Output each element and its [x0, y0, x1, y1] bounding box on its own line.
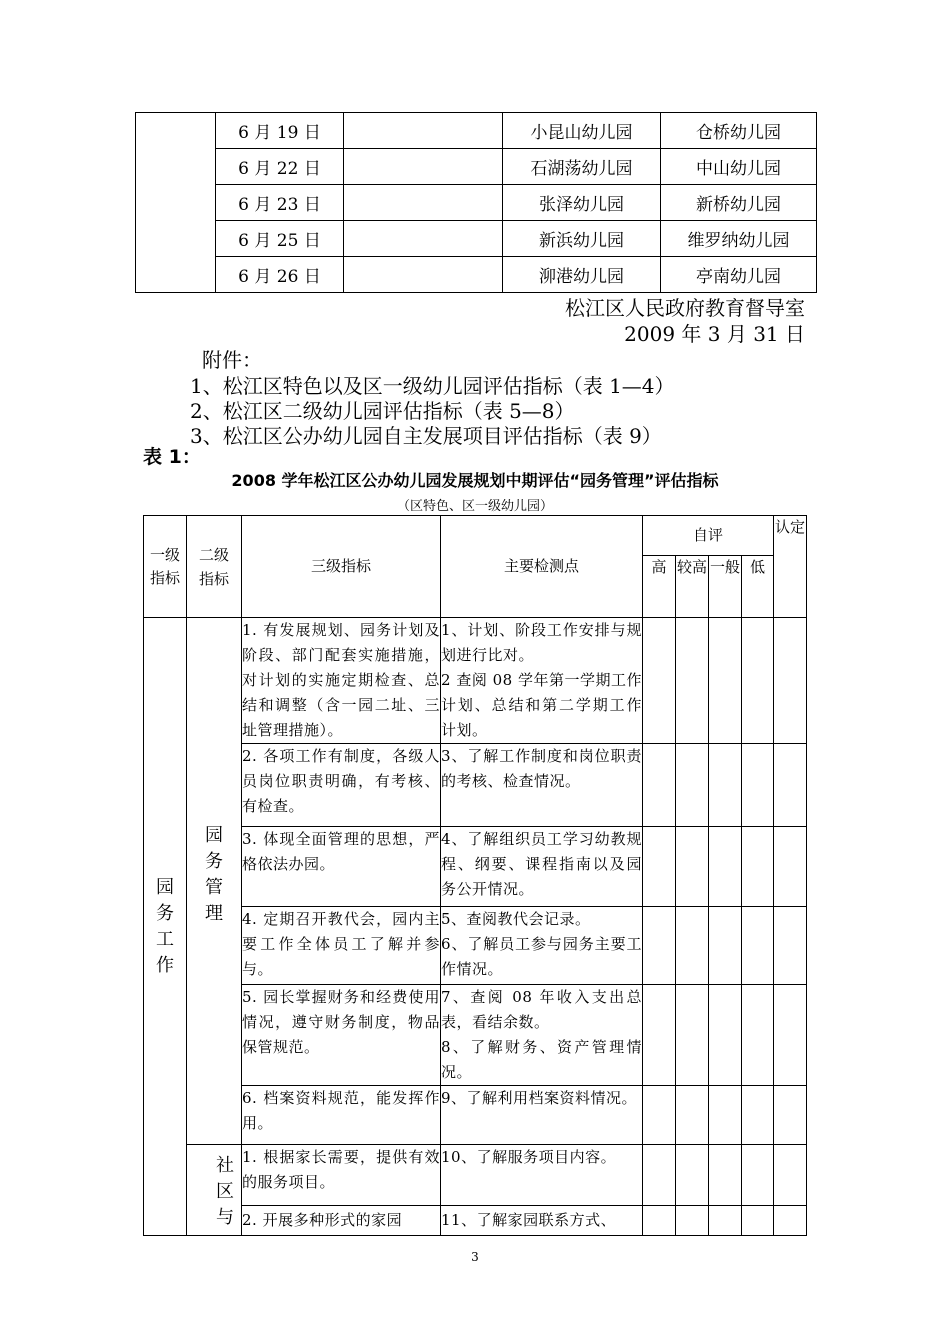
check-point-line: 4、了解组织员工学习幼教规程、纲要、课程指南以及园务公开情况。 — [441, 830, 642, 898]
level3-indicator: 2. 各项工作有制度，各级人员岗位职责明确，有考核、有检查。 — [242, 744, 441, 827]
rating-cell-low[interactable] — [742, 1206, 774, 1236]
confirm-cell[interactable] — [774, 827, 807, 907]
check-point-line: 6、了解员工参与园务主要工作情况。 — [441, 935, 642, 978]
table-row — [144, 907, 807, 985]
confirm-cell[interactable] — [774, 1145, 807, 1206]
level3-indicator: 2. 开展多种形式的家园 — [242, 1206, 441, 1236]
attachment-item: 1、松江区特色以及区一级幼儿园评估指标（表 1—4） — [190, 374, 675, 398]
kindergarten-name: 小昆山幼儿园 — [503, 113, 661, 149]
check-point-line: 7、查阅 08 年收入支出总表，看结余数。 — [441, 988, 642, 1031]
check-point — [441, 827, 643, 907]
rating-cell-high[interactable] — [643, 1086, 676, 1145]
header-level2 — [187, 516, 242, 618]
check-point-line: 2 查阅 08 学年第一学期工作计划、总结和第二学期工作计划。 — [441, 671, 642, 739]
rating-cell-average[interactable] — [709, 827, 742, 907]
attachment-item: 3、松江区公办幼儿园自主发展项目评估指标（表 9） — [190, 424, 662, 448]
level2-indicator — [187, 1145, 242, 1236]
rating-cell-high[interactable] — [643, 985, 676, 1086]
schedule-date: 6 月 26 日 — [216, 257, 344, 293]
rating-cell-fairly-high[interactable] — [676, 618, 709, 744]
check-point-line: 1、计划、阶段工作安排与规划进行比对。 — [441, 621, 642, 664]
rating-cell-fairly-high[interactable] — [676, 1206, 709, 1236]
confirm-cell[interactable] — [774, 618, 807, 744]
rating-cell-fairly-high[interactable] — [676, 985, 709, 1086]
level3-indicator: 5. 园长掌握财务和经费使用情况，遵守财务制度，物品保管规范。 — [242, 985, 441, 1086]
level3-indicator: 1. 根据家长需要，提供有效的服务项目。 — [242, 1145, 441, 1206]
rating-cell-fairly-high[interactable] — [676, 744, 709, 827]
check-point-line: 8、了解财务、资产管理情况。 — [441, 1038, 642, 1081]
kindergarten-name: 石湖荡幼儿园 — [503, 149, 661, 185]
rating-cell-average[interactable] — [709, 744, 742, 827]
rating-cell-average[interactable] — [709, 1086, 742, 1145]
rating-cell-average[interactable] — [709, 618, 742, 744]
schedule-date: 6 月 23 日 — [216, 185, 344, 221]
table-row — [136, 257, 817, 293]
rating-cell-average[interactable] — [709, 1145, 742, 1206]
confirm-cell[interactable] — [774, 1206, 807, 1236]
check-point — [441, 618, 643, 744]
check-point-line: 5、查阅教代会记录。 — [441, 910, 591, 928]
rating-cell-low[interactable] — [742, 985, 774, 1086]
evaluation-table — [143, 515, 807, 1236]
check-point-line: 9、了解利用档案资料情况。 — [441, 1089, 638, 1107]
schedule-date: 6 月 22 日 — [216, 149, 344, 185]
table-row — [136, 221, 817, 257]
table-row — [144, 1206, 807, 1236]
check-point — [441, 907, 643, 985]
level3-indicator: 1. 有发展规划、园务计划及阶段、部门配套实施措施，对计划的实施定期检查、总结和调整（含一园二址、三址管理措施）。 — [242, 618, 441, 744]
header-check-points: 主要检测点 — [441, 516, 643, 618]
rating-cell-high[interactable] — [643, 1206, 676, 1236]
rating-cell-low[interactable] — [742, 1086, 774, 1145]
check-point-line: 11、了解家园联系方式、 — [441, 1211, 617, 1229]
level3-indicator: 6. 档案资料规范，能发挥作用。 — [242, 1086, 441, 1145]
evaluation-title: 2008 学年松江区公办幼儿园发展规划中期评估“园务管理”评估指标 — [231, 471, 719, 490]
rating-cell-low[interactable] — [742, 827, 774, 907]
header-fairly-high — [676, 556, 709, 618]
check-point-line: 10、了解服务项目内容。 — [441, 1148, 617, 1166]
schedule-date: 6 月 25 日 — [216, 221, 344, 257]
rating-cell-fairly-high[interactable] — [676, 1086, 709, 1145]
table-row — [136, 113, 817, 149]
table-row — [144, 1145, 807, 1206]
level3-indicator: 3. 体现全面管理的思想，严格依法办园。 — [242, 827, 441, 907]
header-average — [709, 556, 742, 618]
table-row — [136, 149, 817, 185]
check-point — [441, 1145, 643, 1206]
kindergarten-name: 新桥幼儿园 — [661, 185, 817, 221]
level2-indicator — [187, 618, 242, 1145]
rating-cell-high[interactable] — [643, 618, 676, 744]
rating-cell-average[interactable] — [709, 907, 742, 985]
header-level1-label: 一级指标 — [149, 545, 180, 587]
kindergarten-name: 维罗纳幼儿园 — [661, 221, 817, 257]
header-high: 高 — [643, 556, 676, 618]
attachment-item: 2、松江区二级幼儿园评估指标（表 5—8） — [190, 399, 575, 423]
signature-organization: 松江区人民政府教育督导室 — [565, 296, 805, 320]
confirm-cell[interactable] — [774, 907, 807, 985]
check-point — [441, 1206, 643, 1236]
header-level2-label: 二级指标 — [198, 545, 229, 588]
inspection-schedule-table — [135, 112, 817, 293]
table-row — [136, 185, 817, 221]
level1-indicator-label: 园务工作 — [156, 876, 174, 976]
empty-cell — [344, 221, 503, 257]
kindergarten-name: 亭南幼儿园 — [661, 257, 817, 293]
empty-cell — [344, 185, 503, 221]
rating-cell-fairly-high[interactable] — [676, 827, 709, 907]
level2-indicator-label: 园务管理 — [205, 825, 223, 924]
check-point-line: 3、了解工作制度和岗位职责的考核、检查情况。 — [441, 747, 642, 790]
header-fairly-high-label: 较高 — [676, 558, 707, 576]
level3-indicator: 4. 定期召开教代会，园内主要工作全体员工了解并参与。 — [242, 907, 441, 985]
header-level1 — [144, 516, 187, 618]
rating-cell-low[interactable] — [742, 744, 774, 827]
kindergarten-name: 泖港幼儿园 — [503, 257, 661, 293]
header-confirm — [774, 516, 807, 618]
kindergarten-name: 中山幼儿园 — [661, 149, 817, 185]
kindergarten-name: 张泽幼儿园 — [503, 185, 661, 221]
header-row — [144, 516, 807, 556]
table-row — [144, 985, 807, 1086]
kindergarten-name: 仓桥幼儿园 — [661, 113, 817, 149]
rating-cell-low[interactable] — [742, 618, 774, 744]
empty-cell — [136, 113, 216, 293]
table-row — [144, 618, 807, 744]
header-low: 低 — [742, 556, 774, 618]
level2-indicator-label: 社区与 — [216, 1155, 234, 1228]
signature-date: 2009 年 3 月 31 日 — [624, 322, 805, 346]
header-self-eval: 自评 — [643, 516, 774, 556]
table-row — [144, 827, 807, 907]
header-confirm-label: 认定 — [774, 518, 805, 536]
rating-cell-high[interactable] — [643, 827, 676, 907]
check-point — [441, 985, 643, 1086]
schedule-date: 6 月 19 日 — [216, 113, 344, 149]
rating-cell-high[interactable] — [643, 907, 676, 985]
table-row — [144, 1086, 807, 1145]
rating-cell-fairly-high[interactable] — [676, 907, 709, 985]
table-row — [144, 744, 807, 827]
confirm-cell[interactable] — [774, 985, 807, 1086]
kindergarten-name: 新浜幼儿园 — [503, 221, 661, 257]
check-point — [441, 1086, 643, 1145]
header-level3: 三级指标 — [242, 516, 441, 618]
check-point — [441, 744, 643, 827]
confirm-cell[interactable] — [774, 1086, 807, 1145]
empty-cell — [344, 257, 503, 293]
rating-cell-high[interactable] — [643, 744, 676, 827]
rating-cell-low[interactable] — [742, 1145, 774, 1206]
empty-cell — [344, 149, 503, 185]
empty-cell — [344, 113, 503, 149]
evaluation-subtitle: （区特色、区一级幼儿园） — [396, 499, 553, 514]
rating-cell-low[interactable] — [742, 907, 774, 985]
rating-cell-fairly-high[interactable] — [676, 1145, 709, 1206]
rating-cell-average[interactable] — [709, 1206, 742, 1236]
confirm-cell[interactable] — [774, 744, 807, 827]
rating-cell-average[interactable] — [709, 985, 742, 1086]
table-label: 表 1： — [143, 446, 201, 468]
header-average-label: 一般 — [709, 558, 740, 576]
page-number: 3 — [471, 1250, 479, 1264]
level1-indicator — [144, 618, 187, 1236]
attachments-heading: 附件： — [202, 348, 262, 372]
rating-cell-high[interactable] — [643, 1145, 676, 1206]
